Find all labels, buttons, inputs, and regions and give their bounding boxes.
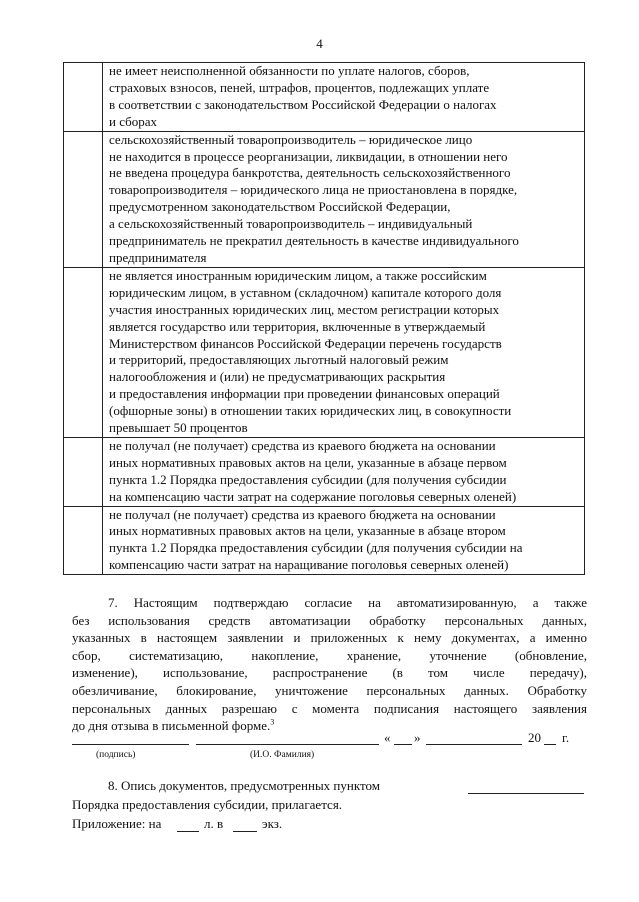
consent-line bbox=[72, 664, 587, 682]
condition-row bbox=[64, 267, 585, 437]
condition-line: товаропроизводителя – юридического лица не приостановлена в порядке, bbox=[109, 182, 518, 198]
condition-line: налогообложения и (или) не предусматривающих раскрытия bbox=[109, 369, 446, 385]
condition-line: иных нормативных правовых актов на цели, указанные в абзаце втором bbox=[109, 523, 506, 539]
condition-mark-cell[interactable] bbox=[64, 131, 103, 267]
condition-line: предприниматель не прекратил деятельность в качестве индивидуального bbox=[109, 233, 519, 249]
conditions-table bbox=[63, 62, 585, 575]
condition-row bbox=[64, 131, 585, 267]
sheets-blank[interactable] bbox=[177, 817, 199, 832]
condition-line: предпринимателя bbox=[109, 249, 207, 265]
condition-line: сельскохозяйственный товаропроизводитель – юридическое лицо bbox=[109, 131, 473, 147]
condition-line: на компенсацию части затрат на содержание поголовья северных оленей) bbox=[109, 488, 517, 504]
condition-line: участия иностранных юридических лиц, местом регистрации которых bbox=[109, 301, 500, 317]
condition-text-cell bbox=[103, 267, 585, 437]
inventory-line-1: 8. Опись документов, предусмотренных пунктом bbox=[108, 778, 380, 793]
condition-mark-cell[interactable] bbox=[64, 506, 103, 575]
condition-mark-cell[interactable] bbox=[64, 267, 103, 437]
consent-line bbox=[72, 700, 587, 718]
condition-line: не получал (не получает) средства из краевого бюджета на основании bbox=[109, 506, 496, 522]
attachment-suffix: экз. bbox=[262, 816, 283, 831]
condition-line: не имеет неисполненной обязанности по уплате налогов, сборов, bbox=[109, 63, 470, 78]
condition-text-cell bbox=[103, 131, 585, 267]
consent-line-text: указанных в настоящем заявлении и приложенных к нему документах, а именно bbox=[72, 630, 587, 646]
day-line[interactable] bbox=[394, 730, 412, 745]
condition-line: является государство или территория, включенные в утверждаемый bbox=[109, 318, 486, 334]
inventory-point-blank[interactable] bbox=[468, 779, 584, 794]
consent-line bbox=[72, 682, 587, 700]
condition-line: (офшорные зоны) в отношении таких юридических лиц, в совокупности bbox=[109, 403, 512, 419]
name-caption: (И.О. Фамилия) bbox=[250, 750, 315, 760]
condition-line: а сельскохозяйственный товаропроизводитель – индивидуальный bbox=[109, 216, 473, 232]
signature-line[interactable] bbox=[72, 730, 189, 745]
condition-line: не введена процедура банкротства, деятельность сельскохозяйственного bbox=[109, 165, 511, 181]
date-open-quote: « bbox=[384, 730, 391, 745]
consent-line bbox=[72, 612, 587, 630]
condition-line: юридическим лицом, в уставном (складочном) капитале которого доля bbox=[109, 284, 502, 300]
year-prefix: 20 bbox=[528, 730, 541, 745]
condition-line: в соответствии с законодательством Российской Федерации о налогах bbox=[109, 96, 497, 112]
condition-line: не получал (не получает) средства из краевого бюджета на основании bbox=[109, 437, 496, 453]
condition-line: страховых взносов, пеней, штрафов, процентов, подлежащих уплате bbox=[109, 79, 490, 95]
consent-line-text: обезличивание, блокирование, уничтожение персональных данных. Обработку bbox=[72, 682, 587, 698]
condition-line: пункта 1.2 Порядка предоставления субсидии (для получения субсидии bbox=[109, 471, 507, 487]
consent-line-text: 7. Настоящим подтверждаю согласие на автоматизированную, а также bbox=[108, 595, 587, 610]
month-line[interactable] bbox=[426, 730, 522, 745]
condition-row bbox=[64, 506, 585, 575]
signature-caption: (подпись) bbox=[96, 750, 136, 760]
condition-line: предусмотренном законодательством Российской Федерации, bbox=[109, 199, 451, 215]
condition-line: превышает 50 процентов bbox=[109, 420, 248, 436]
signature-row bbox=[72, 730, 587, 750]
name-line[interactable] bbox=[196, 730, 379, 745]
attachment-mid: л. в bbox=[204, 816, 224, 831]
condition-line: не является иностранным юридическим лицом, а также российским bbox=[109, 267, 487, 283]
condition-line: компенсацию части затрат на наращивание поголовья северных оленей) bbox=[109, 557, 509, 573]
condition-line: и предоставления информации при проведении финансовых операций bbox=[109, 386, 500, 402]
consent-line bbox=[72, 629, 587, 647]
condition-text-cell bbox=[103, 63, 585, 132]
condition-line: не находится в процессе реорганизации, ликвидации, в отношении него bbox=[109, 148, 508, 164]
inventory-line-2: Порядка предоставления субсидии, прилагается. bbox=[72, 797, 343, 812]
condition-line: и сборах bbox=[109, 113, 158, 129]
consent-line-text: персональных данных разрешаю с момента подписания настоящего заявления bbox=[72, 700, 587, 716]
condition-mark-cell[interactable] bbox=[64, 63, 103, 132]
condition-line: Министерством финансов Российской Федерации перечень государств bbox=[109, 335, 502, 351]
footnote-mark: 3 bbox=[270, 717, 275, 727]
consent-paragraph bbox=[72, 594, 587, 735]
page-number: 4 bbox=[316, 36, 323, 51]
consent-line bbox=[72, 647, 587, 665]
condition-line: пункта 1.2 Порядка предоставления субсидии (для получения субсидии на bbox=[109, 540, 523, 556]
consent-line-text: до дня отзыва в письменной форме. bbox=[72, 718, 271, 734]
attachment-prefix: Приложение: на bbox=[72, 816, 162, 831]
condition-text-cell bbox=[103, 506, 585, 575]
consent-line-text: изменение), использование, распространение (в том числе передачу), bbox=[72, 665, 587, 681]
condition-line: и территорий, предоставляющих льготный налоговый режим bbox=[109, 352, 449, 368]
consent-line-text: без использования средств автоматизации обработку персональных данных, bbox=[72, 612, 587, 628]
year-suffix: г. bbox=[562, 730, 570, 745]
condition-row bbox=[64, 63, 585, 132]
condition-mark-cell[interactable] bbox=[64, 437, 103, 506]
condition-text-cell bbox=[103, 437, 585, 506]
date-close-quote: » bbox=[414, 730, 421, 745]
condition-row bbox=[64, 437, 585, 506]
year-line[interactable] bbox=[544, 730, 556, 745]
copies-blank[interactable] bbox=[233, 817, 257, 832]
consent-line-text: сбор, систематизацию, накопление, хранение, уточнение (обновление, bbox=[72, 647, 587, 663]
condition-line: иных нормативных правовых актов на цели, указанные в абзаце первом bbox=[109, 454, 507, 470]
consent-line bbox=[72, 594, 587, 612]
